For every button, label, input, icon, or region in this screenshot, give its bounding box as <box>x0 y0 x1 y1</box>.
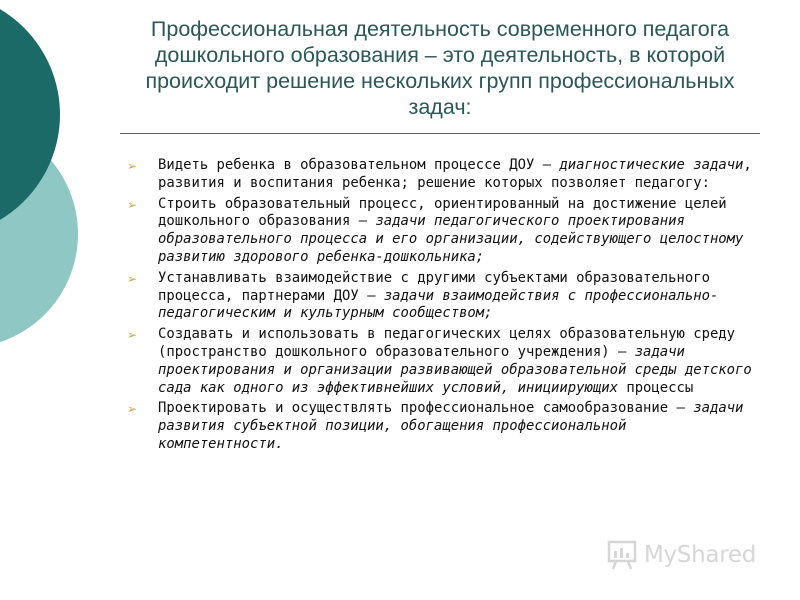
list-item-rest: процессы <box>617 379 694 396</box>
list-item-text: Устанавливать взаимодействие с другими субъектами образовательного процесса, партнерами ДОУ – <box>158 269 710 304</box>
list-item <box>127 326 757 397</box>
list-item <box>127 196 757 267</box>
task-list <box>127 157 757 457</box>
list-item <box>127 157 757 193</box>
list-item-italic: задачи развития субъектной позиции, обогащения профессиональной компетентности. <box>158 400 744 452</box>
list-item-rest: , развития и воспитания ребенка; решение которых позволяет педагогу: <box>158 157 752 191</box>
myshared-watermark <box>606 538 766 572</box>
slide-title-text: Профессиональная деятельность современного педагога дошкольного образования – это деятельность, в которой происходит решение нескольких групп профессиональных задач <box>145 17 735 119</box>
list-item-text: Создавать и использовать в педагогических целях образовательную среду (пространство дошкольного образовательного учреждения) – <box>158 326 736 360</box>
title-divider <box>120 133 760 134</box>
arrow-bullet-icon: ➢ <box>127 402 138 417</box>
arrow-bullet-icon: ➢ <box>127 271 138 286</box>
list-item-italic: задачи педагогического проектирования образовательного процесса и его организации, содействующего целостному развитию здорового ребенка-дошкольника; <box>158 213 744 265</box>
list-item-text: Строить образовательный процесс, ориентированный на достижение целей дошкольного образования – <box>158 195 727 230</box>
arrow-bullet-icon: ➢ <box>127 328 138 343</box>
watermark-text: MyShared <box>644 542 757 568</box>
arrow-bullet-icon: ➢ <box>127 197 138 212</box>
list-item-text: Видеть ребенка в образовательном процессе ДОУ – <box>158 157 560 173</box>
myshared-logo-icon <box>606 538 640 572</box>
list-item-italic: задачи взаимодействия с профессионально-педагогическим и культурным сообществом; <box>158 287 719 322</box>
list-item-italic: диагностические задачи <box>559 157 744 173</box>
list-item-italic: задачи проектирования и организации развивающей образовательной среды детского сада как одного из эффективнейших условий, инициирующих <box>158 343 752 396</box>
list-item-text: Проектировать и осуществлять профессиональное самообразование – <box>158 400 694 417</box>
list-item <box>127 270 757 323</box>
slide-title <box>120 16 760 120</box>
slide-title-colon: : <box>465 95 472 119</box>
list-item <box>127 400 757 453</box>
arrow-bullet-icon: ➢ <box>127 159 138 173</box>
